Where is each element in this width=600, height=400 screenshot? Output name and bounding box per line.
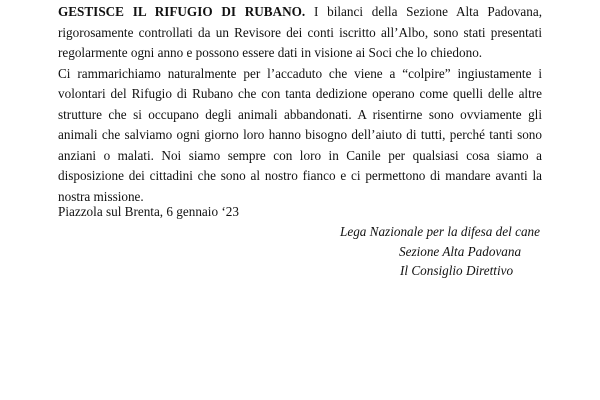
paragraph-1-text: I bilanci della Sezione Alta Padovana, rigorosamente controllati da un Revisore dei conti iscritto all’Albo, sono stati presentati regolarmente ogni anno e possono essere dati in visione ai Soci che lo chiedono. [58,4,542,60]
signature-organization: Lega Nazionale per la difesa del cane [340,224,540,239]
paragraph-2 [58,64,542,208]
signature-block [340,222,560,281]
paragraph-2-text: Ci rammarichiamo naturalmente per l’accaduto che viene a “colpire” ingiustamente i volontari del Rifugio di Rubano che con tanta dedizione operano come quelli delle altre strutture che si occupano degli animali abbandonati. A risentirne sono ovviamente gli animali che salviamo ogni giorno loro hanno bisogno dell’aiuto di tutti, perché tanti sono anziani o malati. Noi siamo sempre con loro in Canile per qualsiasi cosa siamo a disposizione dei cittadini che sono al nostro fianco e ci permettono di mandare avanti la nostra missione. [58,65,542,204]
letter-body [58,2,542,207]
signature-board: Il Consiglio Direttivo [400,263,514,278]
place-date: Piazzola sul Brenta, 6 gennaio ‘23 [58,204,239,219]
signature-section: Sezione Alta Padovana [399,243,522,259]
paragraph-1-lead: GESTISCE IL RIFUGIO DI RUBANO. [58,4,306,19]
paragraph-1 [58,2,542,64]
